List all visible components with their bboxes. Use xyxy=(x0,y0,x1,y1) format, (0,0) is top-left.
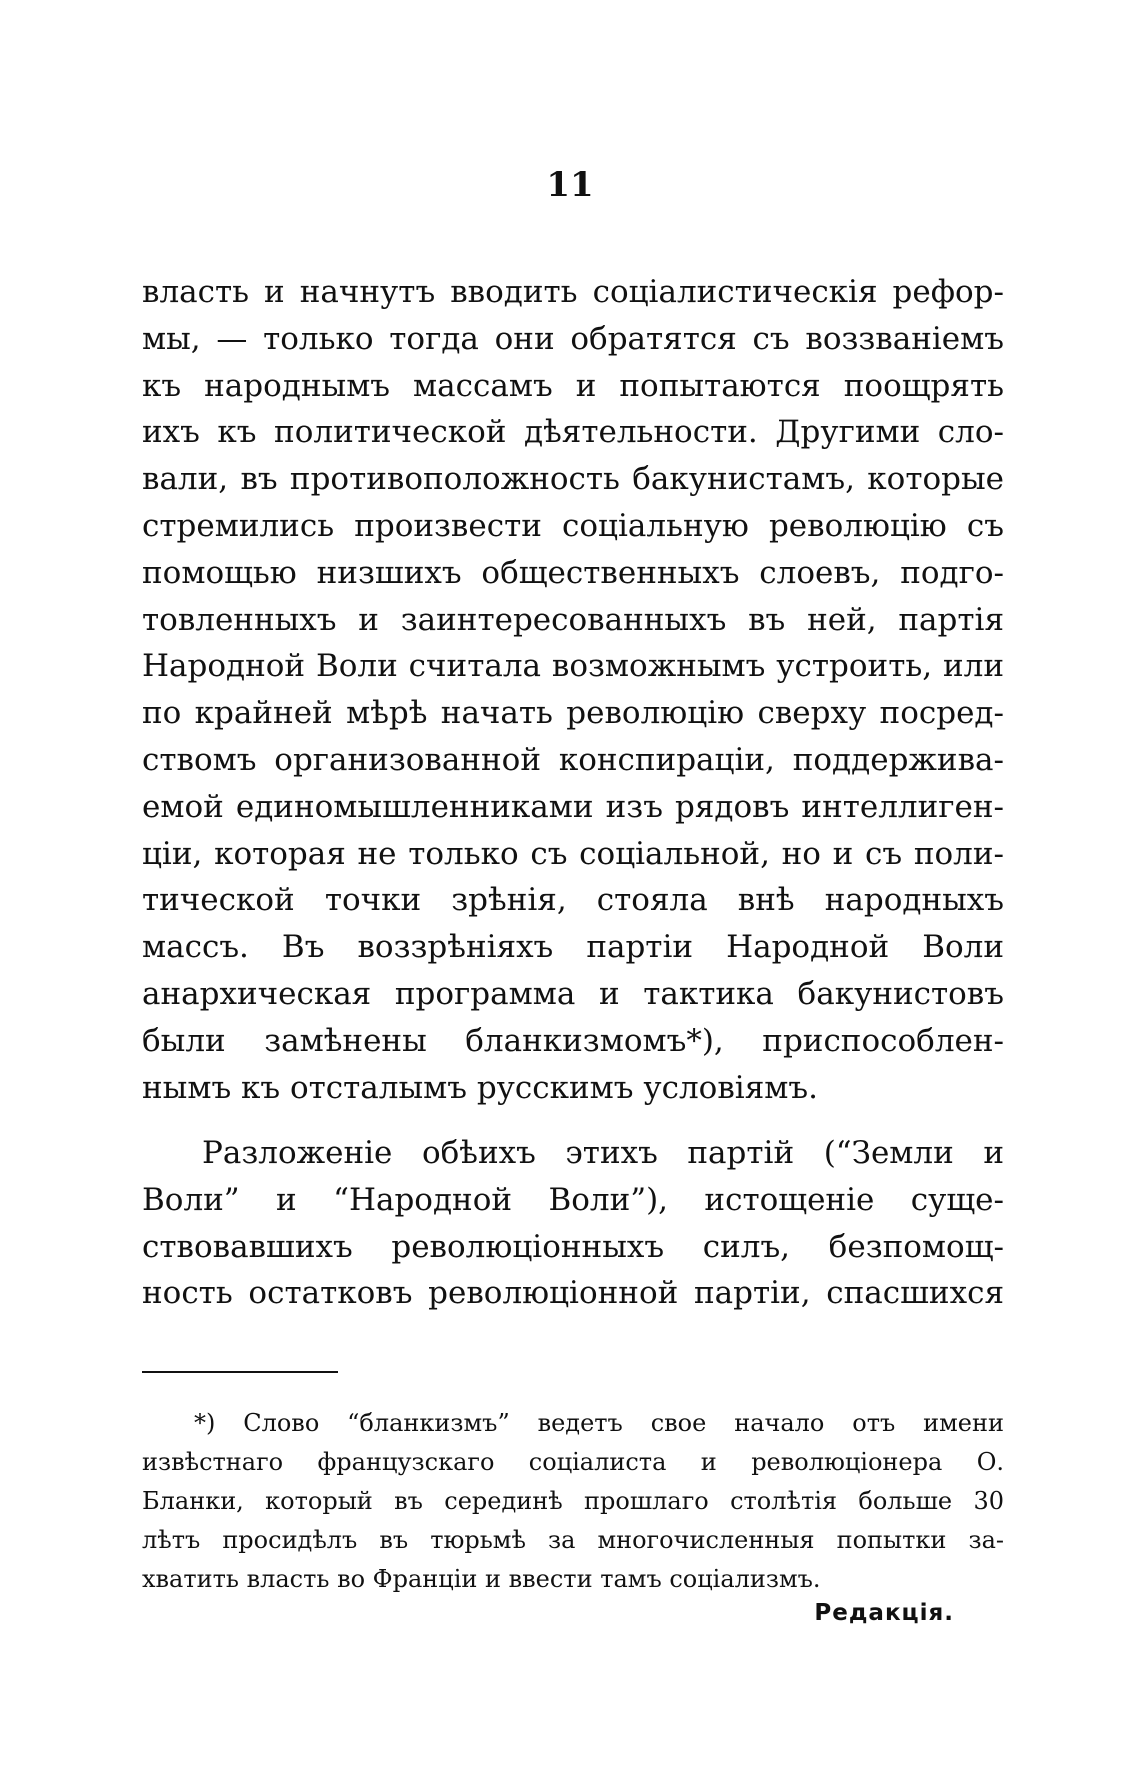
text-line: стремились произвести соціальную революцію съ xyxy=(142,507,1004,544)
text-line: анархическая программа и тактика бакунистовъ xyxy=(142,975,1004,1012)
text-line: нымъ къ отсталымъ русскимъ условіямъ. xyxy=(142,1069,818,1106)
text-line: тической точки зрѣнія, стояла внѣ народныхъ xyxy=(142,882,1004,919)
paragraph-2 xyxy=(142,1130,1004,1317)
text-line: ность остатковъ революціонной партіи, спасшихся xyxy=(142,1275,1004,1312)
page-number: 11 xyxy=(546,165,594,205)
text-line: массъ. Въ воззрѣніяхъ партіи Народной Воли xyxy=(142,929,1004,966)
text-line: Воли” и “Народной Воли”), истощеніе суще- xyxy=(142,1181,1004,1218)
footnote-line: извѣстнаго французскаго соціалиста и революціонера О. xyxy=(142,1448,1004,1476)
text-line: Разложеніе обѣихъ этихъ партій (“Земли и xyxy=(202,1135,1004,1171)
text-line: къ народнымъ массамъ и попытаются поощрять xyxy=(142,367,1004,404)
text-line: были замѣнены бланкизмомъ*), приспособлен- xyxy=(142,1022,1004,1059)
paragraph-1 xyxy=(142,269,1004,1111)
text-line: ихъ къ политической дѣятельности. Другими сло- xyxy=(142,414,1004,451)
text-line: по крайней мѣрѣ начать революцію сверху посред- xyxy=(142,695,1004,732)
editorial-signature: Редакція. xyxy=(814,1600,954,1626)
footnote-line: Бланки, который въ серединѣ прошлаго столѣтія больше 30 xyxy=(142,1487,1004,1515)
text-line: товленныхъ и заинтересованныхъ въ ней, партія xyxy=(142,601,1004,638)
footnote-line: лѣтъ просидѣлъ въ тюрьмѣ за многочисленныя попытки за- xyxy=(142,1526,1004,1554)
text-line: вали, въ противоположность бакунистамъ, которые xyxy=(142,461,1004,498)
text-line: емой единомышленниками изъ рядовъ интеллиген- xyxy=(142,788,1004,825)
text-line: власть и начнутъ вводить соціалистическія рефор- xyxy=(142,274,1004,310)
footnote-line: *) Слово “бланкизмъ” ведетъ свое начало отъ имени xyxy=(194,1409,1004,1437)
text-line: мы, — только тогда они обратятся съ воззваніемъ xyxy=(142,320,1004,357)
text-line: ствовавшихъ революціонныхъ силъ, безпомощ- xyxy=(142,1228,1004,1265)
text-line: Народной Воли считала возможнымъ устроить, или xyxy=(142,648,1004,685)
text-line: ствомъ организованной конспираціи, поддержива- xyxy=(142,741,1004,778)
text-line: помощью низшихъ общественныхъ слоевъ, подго- xyxy=(142,554,1004,591)
footnote xyxy=(142,1404,1004,1599)
footnote-divider xyxy=(142,1371,338,1373)
footnote-line: хватить власть во Франціи и ввести тамъ соціализмъ. xyxy=(142,1565,821,1593)
text-line: ціи, которая не только съ соціальной, но и съ поли- xyxy=(142,835,1004,872)
